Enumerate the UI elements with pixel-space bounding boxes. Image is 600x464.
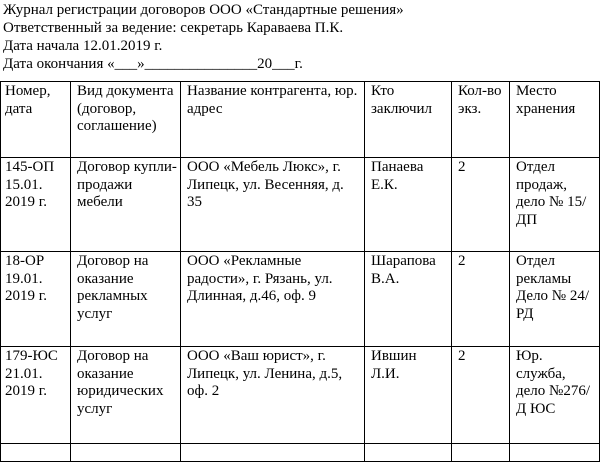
cell-signed-by: Шарапова В.А. [365,252,452,347]
cell-number: 18-ОР 19.01. 2019 г. [1,252,71,347]
cell-copies: 2 [452,252,510,347]
column-header-counterparty: Название контрагента, юр. адрес [181,82,365,158]
column-header-number: Номер, дата [1,82,71,158]
cell-doc-type: Договор на оказание юридических услуг [71,347,181,444]
cell-doc-type: Договор на оказание рекламных услуг [71,252,181,347]
column-header-storage: Место хранения [510,82,600,158]
cell-counterparty: ООО «Мебель Люкс», г. Липецк, ул. Весенняя, д. 35 [181,158,365,252]
empty-cell [510,444,600,462]
cell-signed-by: Панаева Е.К. [365,158,452,252]
table-row [1,158,600,252]
cell-copies: 2 [452,347,510,444]
start-date: Дата начала 12.01.2019 г. [3,38,163,54]
cell-copies: 2 [452,158,510,252]
empty-cell [1,444,71,462]
column-header-doc-type: Вид документа (договор, соглашение) [71,82,181,158]
empty-cell [181,444,365,462]
column-header-signed-by: Кто заключил [365,82,452,158]
table-row [1,347,600,444]
cell-storage: Юр. служба, дело №276/Д ЮС [510,347,600,444]
journal-title: Журнал регистрации договоров ООО «Стандартные решения» [3,2,404,18]
table-row [1,252,600,347]
cell-storage: Отдел продаж, дело № 15/ДП [510,158,600,252]
empty-cell [452,444,510,462]
table-header-row [1,82,600,158]
registration-table [0,81,600,462]
cell-counterparty: ООО «Ваш юрист», г. Липецк, ул. Ленина, д.5, оф. 2 [181,347,365,444]
table-row-empty [1,444,600,462]
cell-signed-by: Ившин Л.И. [365,347,452,444]
empty-cell [365,444,452,462]
end-date: Дата окончания «___»_______________20___г. [3,56,303,72]
responsible-person: Ответственный за ведение: секретарь Караваева П.К. [3,20,344,36]
cell-storage: Отдел рекламы Дело № 24/РД [510,252,600,347]
column-header-copies: Кол-во экз. [452,82,510,158]
cell-number: 179-ЮС 21.01. 2019 г. [1,347,71,444]
cell-doc-type: Договор купли-продажи мебели [71,158,181,252]
cell-number: 145-ОП 15.01. 2019 г. [1,158,71,252]
empty-cell [71,444,181,462]
cell-counterparty: ООО «Рекламные радости», г. Рязань, ул. Длинная, д.46, оф. 9 [181,252,365,347]
